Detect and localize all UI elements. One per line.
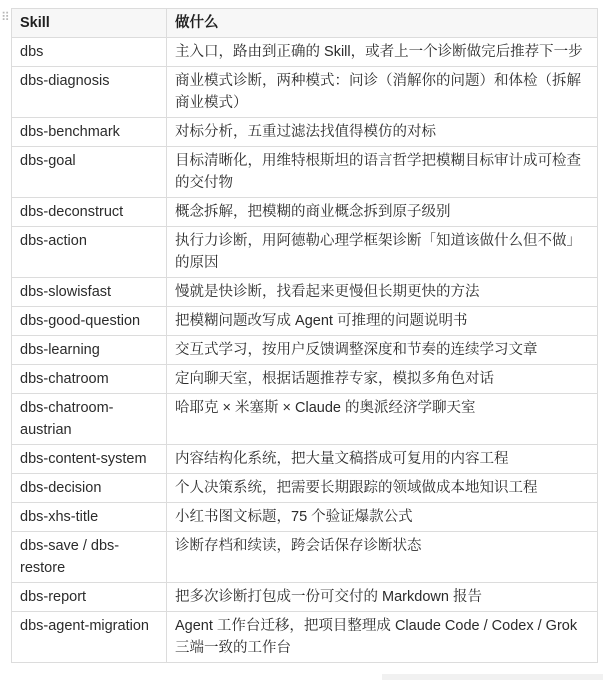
skill-description-cell: 执行力诊断，用阿德勒心理学框架诊断「知道该做什么但不做」的原因 xyxy=(167,227,598,278)
skill-description-cell: 概念拆解，把模糊的商业概念拆到原子级别 xyxy=(167,198,598,227)
skill-name-cell: dbs-benchmark xyxy=(12,118,167,147)
skill-description-cell: 慢就是快诊断，找看起来更慢但长期更快的方法 xyxy=(167,278,598,307)
skill-name-cell: dbs-deconstruct xyxy=(12,198,167,227)
table-row xyxy=(12,394,598,445)
skill-description-cell: 主入口，路由到正确的 Skill，或者上一个诊断做完后推荐下一步 xyxy=(167,38,598,67)
table-row xyxy=(12,474,598,503)
skill-name-cell: dbs-report xyxy=(12,583,167,612)
skill-description-cell: Agent 工作台迁移，把项目整理成 Claude Code / Codex / Grok 三端一致的工作台 xyxy=(167,612,598,663)
table-row xyxy=(12,336,598,365)
table-row xyxy=(12,198,598,227)
table-row xyxy=(12,365,598,394)
skill-description-cell: 哈耶克 × 米塞斯 × Claude 的奥派经济学聊天室 xyxy=(167,394,598,445)
skill-name-cell: dbs-agent-migration xyxy=(12,612,167,663)
table-row xyxy=(12,503,598,532)
skill-description-cell: 个人决策系统，把需要长期跟踪的领域做成本地知识工程 xyxy=(167,474,598,503)
skill-name-cell: dbs-learning xyxy=(12,336,167,365)
table-row xyxy=(12,612,598,663)
table-row xyxy=(12,307,598,336)
skill-description-cell: 商业模式诊断，两种模式：问诊（消解你的问题）和体检（拆解商业模式） xyxy=(167,67,598,118)
skill-name-cell: dbs-xhs-title xyxy=(12,503,167,532)
skill-name-cell: dbs xyxy=(12,38,167,67)
skill-name-cell: dbs-save / dbs-restore xyxy=(12,532,167,583)
skill-name-cell: dbs-chatroom xyxy=(12,365,167,394)
table-row xyxy=(12,278,598,307)
skill-name-cell: dbs-chatroom-austrian xyxy=(12,394,167,445)
table-row xyxy=(12,227,598,278)
table-row xyxy=(12,118,598,147)
skill-name-cell: dbs-diagnosis xyxy=(12,67,167,118)
skill-name-cell: dbs-slowisfast xyxy=(12,278,167,307)
skill-description-cell: 诊断存档和续读，跨会话保存诊断状态 xyxy=(167,532,598,583)
table-row xyxy=(12,147,598,198)
skills-table xyxy=(11,8,598,663)
skill-description-cell: 小红书图文标题，75 个验证爆款公式 xyxy=(167,503,598,532)
table-row xyxy=(12,532,598,583)
skill-description-cell: 目标清晰化，用维特根斯坦的语言哲学把模糊目标审计成可检查的交付物 xyxy=(167,147,598,198)
skill-name-cell: dbs-goal xyxy=(12,147,167,198)
table-row xyxy=(12,445,598,474)
skill-description-cell: 把模糊问题改写成 Agent 可推理的问题说明书 xyxy=(167,307,598,336)
table-row xyxy=(12,38,598,67)
skill-description-cell: 对标分析，五重过滤法找值得模仿的对标 xyxy=(167,118,598,147)
table-header-row xyxy=(12,9,598,38)
skill-description-cell: 定向聊天室，根据话题推荐专家，模拟多角色对话 xyxy=(167,365,598,394)
header-description: 做什么 xyxy=(167,9,598,38)
skill-name-cell: dbs-good-question xyxy=(12,307,167,336)
skill-name-cell: dbs-content-system xyxy=(12,445,167,474)
skill-description-cell: 交互式学习，按用户反馈调整深度和节奏的连续学习文章 xyxy=(167,336,598,365)
skill-name-cell: dbs-action xyxy=(12,227,167,278)
drag-handle-icon[interactable]: ⠿ xyxy=(1,10,9,24)
bottom-edge xyxy=(382,674,603,680)
skill-description-cell: 内容结构化系统，把大量文稿搭成可复用的内容工程 xyxy=(167,445,598,474)
skill-description-cell: 把多次诊断打包成一份可交付的 Markdown 报告 xyxy=(167,583,598,612)
skill-name-cell: dbs-decision xyxy=(12,474,167,503)
table-row xyxy=(12,67,598,118)
header-skill: Skill xyxy=(12,9,167,38)
table-row xyxy=(12,583,598,612)
